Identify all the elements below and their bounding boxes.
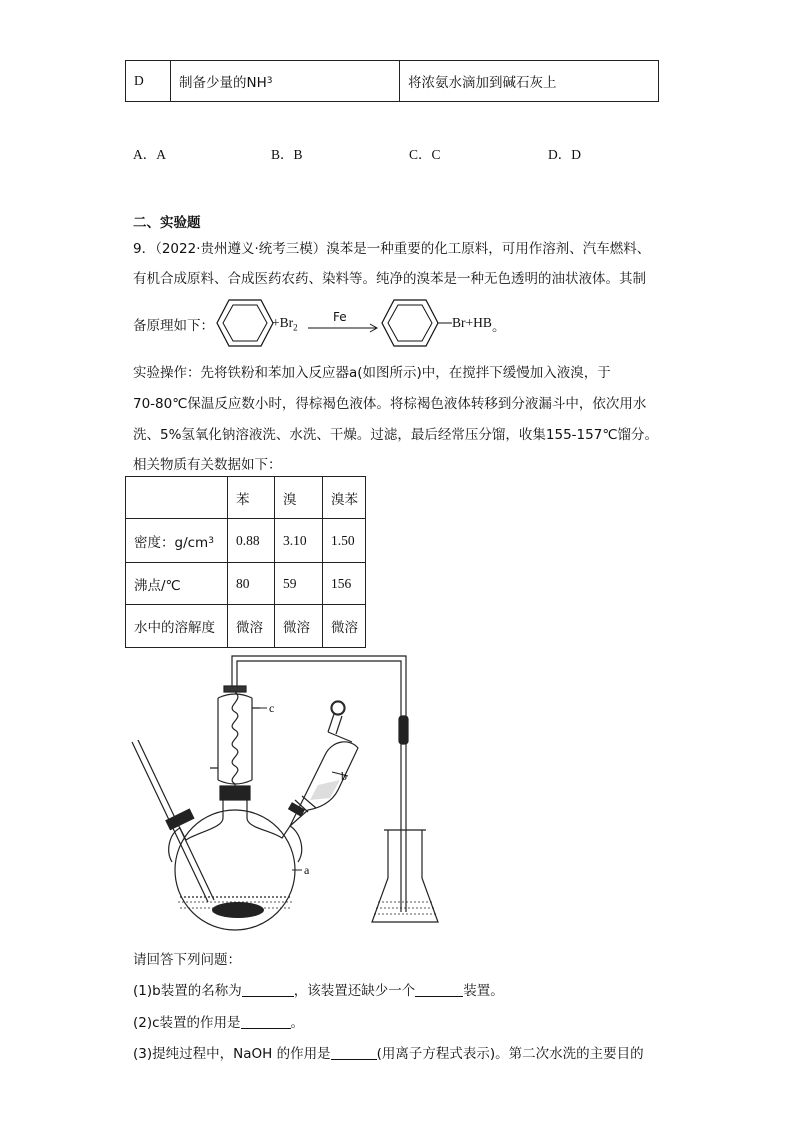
label-c: c xyxy=(269,701,275,715)
question-3: (3)提纯过程中，NaOH 的作用是 (用离子方程式表示)。第二次水洗的主要目的 xyxy=(133,1046,644,1062)
table-header: 苯 xyxy=(236,491,250,508)
question-line-2: 有机合成原料、合成医药农药、染料等。纯净的溴苯是一种无色透明的油状液体。其制 xyxy=(133,271,646,287)
table-cell: 微溶 xyxy=(331,620,358,636)
option-a[interactable]: A．A xyxy=(133,147,166,162)
table-cell: 沸点/℃ xyxy=(134,577,181,594)
apparatus-diagram xyxy=(120,650,450,935)
option-b[interactable]: B．B xyxy=(271,147,303,162)
table-cell: 3.10 xyxy=(283,532,307,548)
operation-line-1: 实验操作：先将铁粉和苯加入反应器a(如图所示)中，在搅拌下缓慢加入液溴，于 xyxy=(133,365,611,381)
bond-line-icon xyxy=(438,320,452,326)
benzene-ring-icon xyxy=(215,296,275,350)
table-header xyxy=(126,477,227,518)
product-label: Br+HB xyxy=(452,315,492,330)
top-table xyxy=(125,60,659,102)
table-cell: 0.88 xyxy=(236,532,260,548)
section-title: 二、实验题 xyxy=(133,215,201,231)
table-cell: 59 xyxy=(283,575,297,591)
table-cell: 1.50 xyxy=(331,532,355,548)
table-header: 溴 xyxy=(283,491,297,508)
answer-prompt: 请回答下列问题： xyxy=(133,952,241,968)
table-row xyxy=(126,519,366,563)
table-row xyxy=(126,563,366,605)
label-a: a xyxy=(304,863,310,877)
question-1: (1)b装置的名称为 ，该装置还缺少一个 装置。 xyxy=(133,983,504,999)
operation-line-3: 洗、5%氢氧化钠溶液洗、水洗、干燥。过滤，最后经常压分馏，收集155-157℃馏分。 xyxy=(133,427,658,443)
table-cell: 156 xyxy=(331,575,352,591)
principle-prefix: 备原理如下： xyxy=(133,318,214,334)
row-method: 将浓氨水滴加到碱石灰上 xyxy=(408,75,557,91)
operation-line-2: 70-80℃保温反应数小时，得棕褐色液体。将棕褐色液体转移到分液漏斗中，依次用水 xyxy=(133,396,647,412)
question-line-1: 9．（2022·贵州遵义·统考三模）溴苯是一种重要的化工原料，可用作溶剂、汽车燃料、 xyxy=(133,241,651,257)
catalyst-label: Fe xyxy=(333,310,347,324)
table-cell: 密度：g/cm 3 xyxy=(134,534,214,551)
row-letter: D xyxy=(134,73,144,88)
bromobenzene-ring-icon xyxy=(380,296,440,350)
table-cell: 微溶 xyxy=(236,620,263,636)
answer-blank[interactable] xyxy=(241,1014,291,1029)
table-cell: 80 xyxy=(236,575,250,591)
row-purpose: 制备少量的NH 3 xyxy=(179,75,273,91)
option-c[interactable]: C．C xyxy=(409,147,441,162)
label-b: b xyxy=(341,769,347,783)
table-cell: 微溶 xyxy=(283,620,310,636)
table-header: 溴苯 xyxy=(331,491,358,508)
answer-blank[interactable] xyxy=(415,982,463,997)
table-row xyxy=(126,605,366,648)
period: 。 xyxy=(492,319,506,335)
answer-blank[interactable] xyxy=(242,982,294,997)
data-intro: 相关物质有关数据如下： xyxy=(133,457,282,473)
question-2: (2)c装置的作用是 。 xyxy=(133,1015,305,1031)
data-table xyxy=(125,476,366,648)
answer-blank[interactable] xyxy=(331,1045,377,1060)
reaction-arrow-icon xyxy=(308,322,380,334)
reagent-br2: $+Br_2$ xyxy=(272,315,298,333)
option-d[interactable]: D．D xyxy=(548,147,581,162)
table-cell: 水中的溶解度 xyxy=(134,620,215,636)
